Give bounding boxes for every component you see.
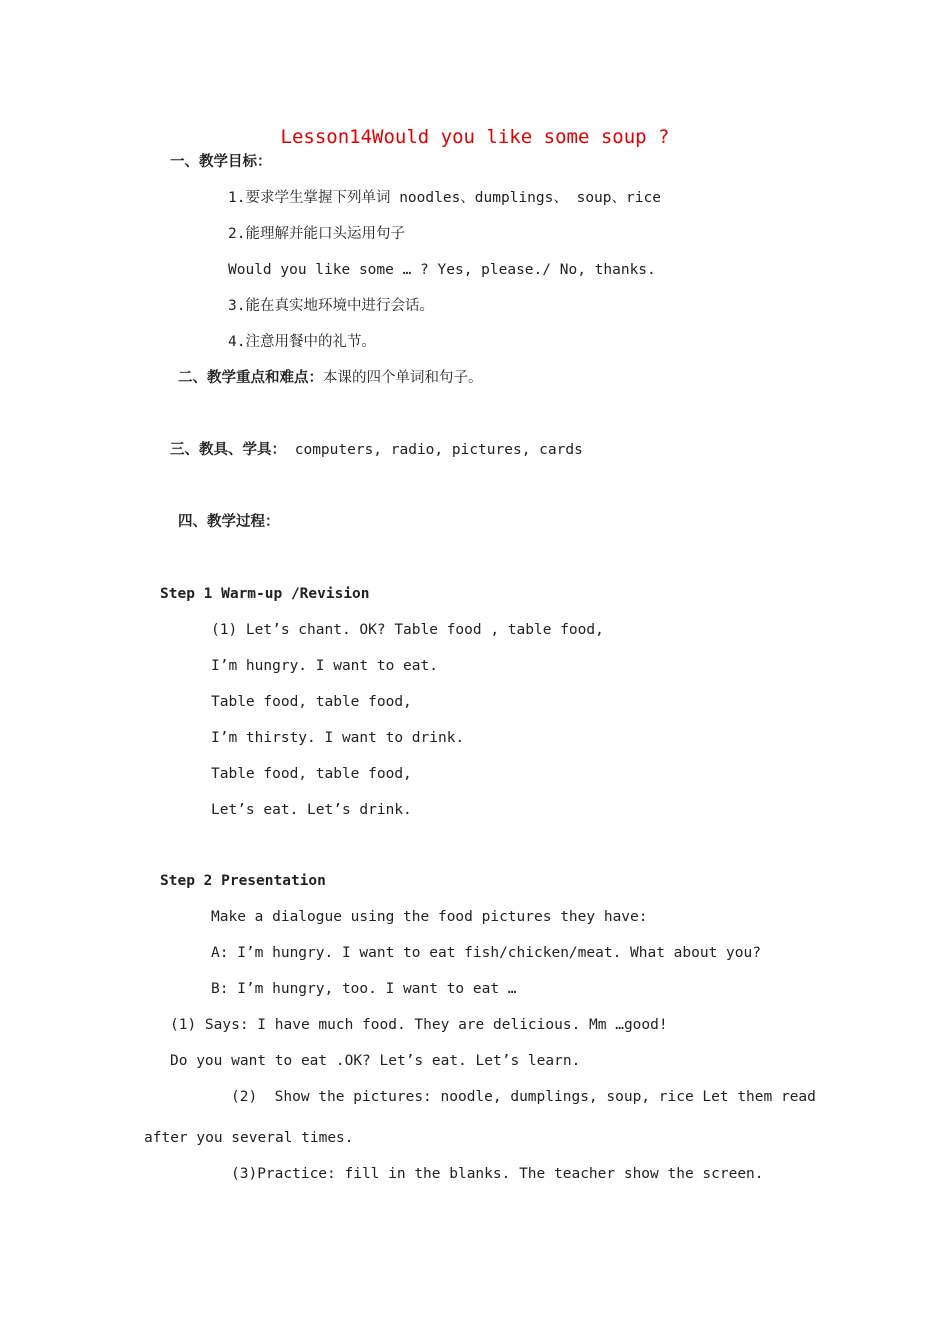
step2-line: A: I’m hungry. I want to eat fish/chicken/meat. What about you? (211, 945, 761, 961)
section3-heading: 三、教具、学具： (170, 442, 286, 458)
section3-line (170, 440, 583, 460)
section1-item: 2.能理解并能口头运用句子 (228, 226, 405, 242)
section1-item: 3.能在真实地环境中进行会话。 (228, 298, 434, 314)
section2-heading: 二、教学重点和难点： (178, 370, 323, 386)
step2-heading: Step 2 Presentation (160, 873, 326, 889)
step2-line: Do you want to eat .OK? Let’s eat. Let’s learn. (170, 1053, 581, 1069)
step1-line: Table food, table food, (211, 694, 412, 710)
section4-heading: 四、教学过程： (178, 514, 280, 530)
step1-heading: Step 1 Warm-up /Revision (160, 586, 370, 602)
section1-item: Would you like some … ? Yes, please./ No, thanks. (228, 262, 656, 278)
step2-line: (1) Says: I have much food. They are delicious. Mm …good! (170, 1017, 668, 1033)
section1-item: 4.注意用餐中的礼节。 (228, 334, 376, 350)
step2-line: (2) Show the pictures: noodle, dumplings, soup, rice Let them read (231, 1089, 816, 1105)
step2-line: after you several times. (144, 1130, 354, 1146)
step2-line: Make a dialogue using the food pictures they have: (211, 909, 648, 925)
step1-line: Let’s eat. Let’s drink. (211, 802, 412, 818)
section2-text: 本课的四个单词和句子。 (323, 370, 483, 386)
step2-line: (3)Practice: fill in the blanks. The teacher show the screen. (231, 1166, 764, 1182)
section1-item: 1.要求学生掌握下列单词 noodles、dumplings、 soup、rice (228, 190, 661, 206)
step1-line: I’m thirsty. I want to drink. (211, 730, 465, 746)
section3-text: computers, radio, pictures, cards (286, 442, 583, 458)
section1-heading: 一、教学目标： (170, 154, 272, 170)
step1-line: (1) Let’s chant. OK? Table food , table food, (211, 622, 604, 638)
step2-line: B: I’m hungry, too. I want to eat … (211, 981, 517, 997)
step1-line: I’m hungry. I want to eat. (211, 658, 438, 674)
lesson-title: Lesson14Would you like some soup ? (280, 126, 670, 148)
step1-line: Table food, table food, (211, 766, 412, 782)
section2-line (178, 368, 483, 388)
